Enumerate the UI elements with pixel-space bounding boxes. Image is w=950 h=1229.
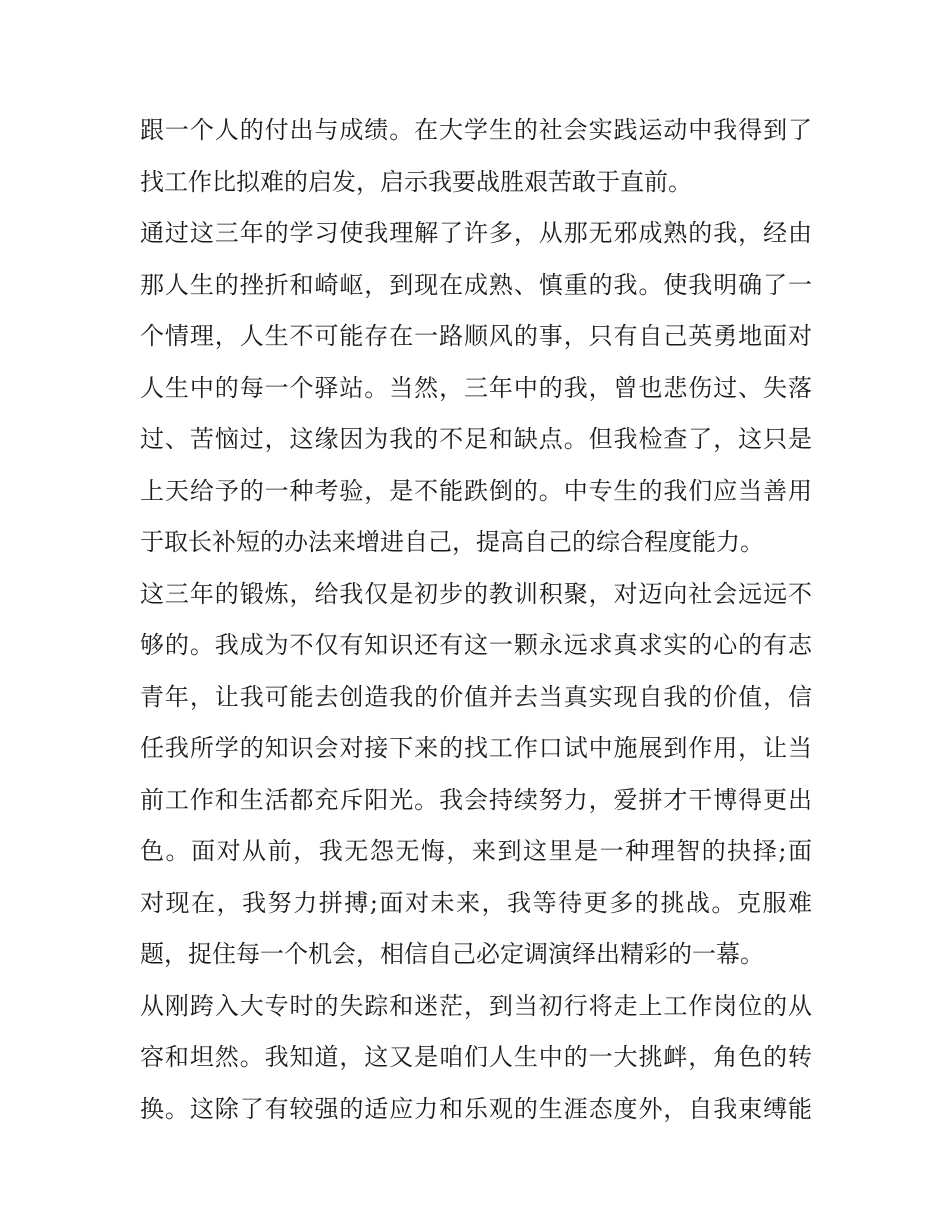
text-line: 人生中的每一个驿站。当然，三年中的我，曾也悲伤过、失落 (140, 373, 812, 402)
text-line: 那人生的挫折和崎岖，到现在成熟、慎重的我。使我明确了一 (140, 270, 812, 299)
text-line: 任我所学的知识会对接下来的找工作口试中施展到作用，让当 (140, 734, 812, 762)
text-line: 换。这除了有较强的适应力和乐观的生涯态度外，自我束缚能 (140, 1094, 812, 1123)
text-line: 色。面对从前，我无怨无悔，来到这里是一种理智的抉择;面 (140, 837, 812, 865)
text-line: 对现在，我努力拼搏;面对未来，我等待更多的挑战。克服难 (140, 888, 812, 917)
text-line: 容和坦然。我知道，这又是咱们人生中的一大挑衅，角色的转 (140, 1043, 812, 1071)
document-body (140, 105, 812, 1135)
text-line: 上天给予的一种考验，是不能跌倒的。中专生的我们应当善用 (140, 476, 812, 505)
text-line: 前工作和生活都充斥阳光。我会持续努力，爱拼才干博得更出 (140, 785, 812, 814)
text-line: 够的。我成为不仅有知识还有这一颗永远求真求实的心的有志 (140, 631, 812, 659)
text-line: 这三年的锻炼，给我仅是初步的教训积聚，对迈向社会远远不 (140, 579, 812, 608)
text-line: 青年，让我可能去创造我的价值并去当真实现自我的价值，信 (140, 682, 812, 711)
text-line: 通过这三年的学习使我理解了许多，从那无邪成熟的我，经由 (140, 219, 812, 247)
text-line: 过、苦恼过，这缘因为我的不足和缺点。但我检查了，这只是 (140, 425, 812, 453)
text-line: 题，捉住每一个机会，相信自己必定调演绎出精彩的一幕。 (140, 940, 764, 968)
text-line: 找工作比拟难的启发，启示我要战胜艰苦敢于直前。 (140, 167, 692, 196)
text-line: 从刚跨入大专时的失踪和迷茫，到当初行将走上工作岗位的从 (140, 991, 812, 1020)
text-line: 跟一个人的付出与成绩。在大学生的社会实践运动中我得到了 (140, 116, 812, 144)
text-line: 于取长补短的办法来增进自己，提高自己的综合程度能力。 (140, 528, 764, 556)
text-line: 个情理，人生不可能存在一路顺风的事，只有自己英勇地面对 (140, 322, 812, 350)
